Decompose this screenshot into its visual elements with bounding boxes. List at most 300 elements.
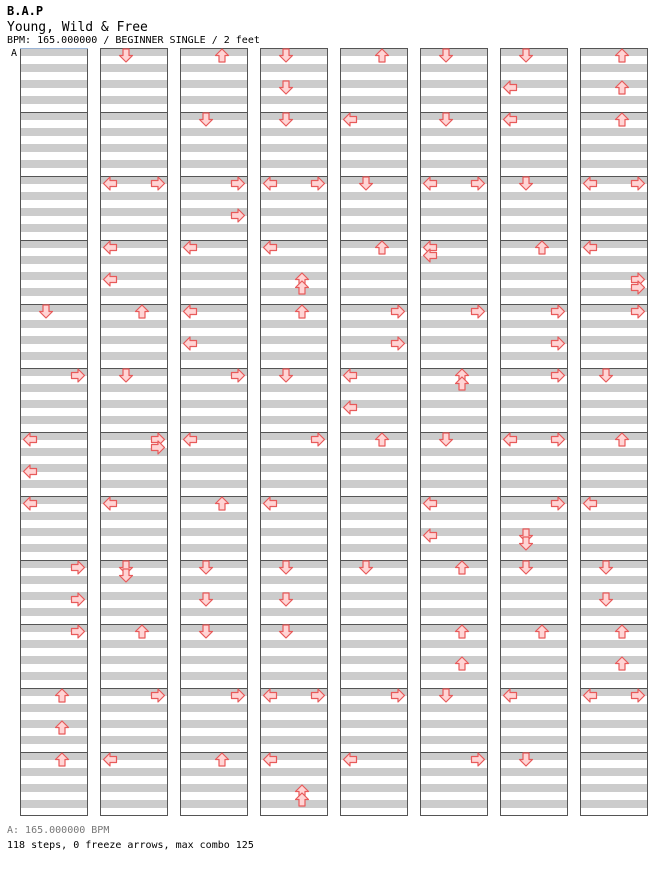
- beat-band: [260, 608, 328, 616]
- beat-band: [420, 352, 488, 360]
- beat-band: [500, 176, 568, 184]
- beat-band: [500, 576, 568, 584]
- beat-band: [180, 608, 248, 616]
- beat-band: [420, 704, 488, 712]
- beat-band: [580, 720, 648, 728]
- beat-band: [260, 48, 328, 56]
- beat-band: [340, 656, 408, 664]
- beat-band: [180, 192, 248, 200]
- beat-band: [20, 736, 88, 744]
- beat-band: [420, 656, 488, 664]
- beat-band: [420, 272, 488, 280]
- beat-band: [260, 672, 328, 680]
- beat-band: [180, 624, 248, 632]
- beat-band: [420, 480, 488, 488]
- beat-band: [180, 112, 248, 120]
- beat-band: [180, 768, 248, 776]
- beat-band: [420, 368, 488, 376]
- beat-band: [180, 272, 248, 280]
- beat-band: [340, 96, 408, 104]
- beat-band: [340, 192, 408, 200]
- beat-band: [20, 400, 88, 408]
- beat-band: [580, 656, 648, 664]
- beat-band: [580, 736, 648, 744]
- beat-band: [100, 368, 168, 376]
- beat-band: [20, 112, 88, 120]
- beat-band: [260, 208, 328, 216]
- beat-band: [180, 512, 248, 520]
- beat-band: [340, 560, 408, 568]
- beat-band: [180, 480, 248, 488]
- beat-band: [180, 464, 248, 472]
- beat-band: [20, 720, 88, 728]
- beat-band: [180, 656, 248, 664]
- beat-band: [100, 96, 168, 104]
- beat-band: [580, 112, 648, 120]
- beat-band: [580, 384, 648, 392]
- beat-band: [100, 640, 168, 648]
- beat-band: [500, 400, 568, 408]
- beat-band: [180, 80, 248, 88]
- beat-band: [420, 544, 488, 552]
- beat-band: [100, 416, 168, 424]
- beat-band: [580, 576, 648, 584]
- beat-band: [420, 336, 488, 344]
- beat-band: [580, 256, 648, 264]
- beat-band: [100, 112, 168, 120]
- beat-band: [420, 320, 488, 328]
- beat-band: [180, 752, 248, 760]
- beat-band: [260, 96, 328, 104]
- beat-band: [420, 640, 488, 648]
- beat-band: [500, 736, 568, 744]
- beat-band: [20, 304, 88, 312]
- beat-band: [20, 144, 88, 152]
- beat-band: [100, 512, 168, 520]
- beat-band: [260, 656, 328, 664]
- bpm-summary: A: 165.000000 BPM: [7, 825, 110, 836]
- beat-band: [340, 144, 408, 152]
- beat-band: [500, 208, 568, 216]
- beat-band: [500, 512, 568, 520]
- beat-band: [580, 48, 648, 56]
- beat-band: [180, 528, 248, 536]
- beat-band: [260, 256, 328, 264]
- beat-band: [100, 720, 168, 728]
- beat-band: [20, 656, 88, 664]
- beat-band: [500, 288, 568, 296]
- beat-band: [100, 384, 168, 392]
- beat-band: [580, 400, 648, 408]
- beat-band: [260, 416, 328, 424]
- beat-band: [180, 544, 248, 552]
- beat-band: [420, 224, 488, 232]
- beat-band: [420, 464, 488, 472]
- beat-band: [580, 192, 648, 200]
- beat-band: [20, 416, 88, 424]
- beat-band: [180, 96, 248, 104]
- beat-band: [260, 288, 328, 296]
- beat-band: [100, 352, 168, 360]
- beat-band: [100, 800, 168, 808]
- beat-band: [580, 784, 648, 792]
- beat-band: [420, 416, 488, 424]
- beat-band: [260, 704, 328, 712]
- beat-band: [260, 640, 328, 648]
- beat-band: [340, 224, 408, 232]
- beat-band: [340, 432, 408, 440]
- beat-band: [580, 128, 648, 136]
- beat-band: [260, 272, 328, 280]
- beat-band: [100, 80, 168, 88]
- beat-band: [100, 288, 168, 296]
- beat-band: [500, 640, 568, 648]
- beat-band: [420, 112, 488, 120]
- beat-band: [580, 320, 648, 328]
- beat-band: [180, 736, 248, 744]
- beat-band: [260, 128, 328, 136]
- beat-band: [100, 256, 168, 264]
- beat-band: [500, 192, 568, 200]
- beat-band: [500, 784, 568, 792]
- bpm-change-marker: A: [11, 48, 18, 59]
- beat-band: [340, 416, 408, 424]
- beat-band: [260, 624, 328, 632]
- beat-band: [100, 672, 168, 680]
- beat-band: [500, 144, 568, 152]
- beat-band: [420, 576, 488, 584]
- beat-band: [500, 544, 568, 552]
- beat-band: [500, 128, 568, 136]
- beat-band: [260, 160, 328, 168]
- beat-band: [340, 384, 408, 392]
- beat-band: [260, 192, 328, 200]
- beat-band: [580, 144, 648, 152]
- beat-band: [180, 288, 248, 296]
- beat-band: [580, 640, 648, 648]
- beat-band: [20, 128, 88, 136]
- beat-band: [420, 688, 488, 696]
- beat-band: [260, 352, 328, 360]
- beat-band: [500, 768, 568, 776]
- beat-band: [580, 544, 648, 552]
- beat-band: [100, 400, 168, 408]
- beat-band: [100, 704, 168, 712]
- beat-band: [580, 800, 648, 808]
- beat-band: [580, 704, 648, 712]
- beat-band: [580, 608, 648, 616]
- beat-band: [340, 800, 408, 808]
- beat-band: [340, 320, 408, 328]
- beat-band: [260, 800, 328, 808]
- beat-band: [340, 464, 408, 472]
- beat-band: [340, 768, 408, 776]
- beat-band: [180, 704, 248, 712]
- beat-band: [500, 560, 568, 568]
- beat-band: [580, 448, 648, 456]
- beat-band: [420, 592, 488, 600]
- beat-band: [340, 480, 408, 488]
- beat-band: [20, 240, 88, 248]
- beat-band: [20, 576, 88, 584]
- beat-band: [260, 512, 328, 520]
- beat-band: [340, 256, 408, 264]
- beat-band: [500, 592, 568, 600]
- beat-band: [260, 768, 328, 776]
- beat-band: [340, 496, 408, 504]
- bpm-change-line: [20, 48, 88, 49]
- beat-band: [500, 704, 568, 712]
- beat-band: [20, 784, 88, 792]
- beat-band: [420, 800, 488, 808]
- beat-band: [20, 336, 88, 344]
- beat-band: [20, 752, 88, 760]
- beat-band: [500, 720, 568, 728]
- beat-band: [500, 160, 568, 168]
- beat-band: [340, 528, 408, 536]
- beat-band: [20, 272, 88, 280]
- beat-band: [180, 496, 248, 504]
- beat-band: [500, 480, 568, 488]
- beat-band: [340, 176, 408, 184]
- beat-band: [260, 480, 328, 488]
- beat-band: [500, 448, 568, 456]
- beat-band: [340, 704, 408, 712]
- beat-band: [100, 528, 168, 536]
- beat-band: [20, 704, 88, 712]
- beat-band: [340, 592, 408, 600]
- beat-band: [20, 64, 88, 72]
- beat-band: [580, 480, 648, 488]
- beat-band: [260, 736, 328, 744]
- beat-band: [100, 160, 168, 168]
- beat-band: [20, 800, 88, 808]
- beat-band: [180, 144, 248, 152]
- beat-band: [340, 784, 408, 792]
- beat-band: [420, 512, 488, 520]
- beat-band: [580, 528, 648, 536]
- beat-band: [100, 48, 168, 56]
- beat-band: [580, 224, 648, 232]
- beat-band: [100, 544, 168, 552]
- beat-band: [420, 672, 488, 680]
- beat-band: [180, 64, 248, 72]
- beat-band: [580, 432, 648, 440]
- beat-band: [20, 288, 88, 296]
- beat-band: [180, 800, 248, 808]
- beat-band: [20, 224, 88, 232]
- beat-band: [500, 624, 568, 632]
- beat-band: [500, 464, 568, 472]
- beat-band: [580, 96, 648, 104]
- beat-band: [20, 160, 88, 168]
- beat-band: [580, 416, 648, 424]
- beat-band: [20, 608, 88, 616]
- beat-band: [100, 464, 168, 472]
- beat-band: [580, 208, 648, 216]
- beat-band: [20, 80, 88, 88]
- beat-band: [100, 576, 168, 584]
- beat-band: [20, 48, 88, 56]
- beat-band: [260, 592, 328, 600]
- beat-band: [20, 176, 88, 184]
- beat-band: [500, 256, 568, 264]
- beat-band: [260, 448, 328, 456]
- beat-band: [20, 208, 88, 216]
- beat-band: [500, 752, 568, 760]
- beat-band: [20, 528, 88, 536]
- beat-band: [20, 192, 88, 200]
- beat-band: [260, 304, 328, 312]
- beat-band: [420, 432, 488, 440]
- beat-band: [500, 608, 568, 616]
- song-artist: B.A.P: [7, 4, 44, 18]
- beat-band: [340, 720, 408, 728]
- chart-column: [420, 48, 488, 816]
- beat-band: [340, 80, 408, 88]
- beat-band: [100, 192, 168, 200]
- beat-band: [420, 192, 488, 200]
- beat-band: [260, 112, 328, 120]
- beat-band: [20, 448, 88, 456]
- beat-band: [20, 96, 88, 104]
- beat-band: [580, 768, 648, 776]
- beat-band: [420, 608, 488, 616]
- beat-band: [260, 544, 328, 552]
- beat-band: [500, 48, 568, 56]
- beat-band: [100, 64, 168, 72]
- beat-band: [20, 688, 88, 696]
- beat-band: [420, 160, 488, 168]
- beat-band: [580, 672, 648, 680]
- beat-band: [100, 592, 168, 600]
- beat-band: [420, 720, 488, 728]
- beat-band: [500, 224, 568, 232]
- beat-band: [260, 400, 328, 408]
- beat-band: [20, 320, 88, 328]
- beat-band: [500, 416, 568, 424]
- beat-band: [500, 320, 568, 328]
- beat-band: [20, 768, 88, 776]
- beat-band: [420, 768, 488, 776]
- beat-band: [100, 480, 168, 488]
- beat-band: [420, 64, 488, 72]
- beat-band: [180, 128, 248, 136]
- beat-band: [100, 656, 168, 664]
- beat-band: [420, 624, 488, 632]
- beat-band: [580, 752, 648, 760]
- beat-band: [340, 208, 408, 216]
- beat-band: [260, 464, 328, 472]
- beat-band: [580, 464, 648, 472]
- beat-band: [420, 144, 488, 152]
- beat-band: [260, 560, 328, 568]
- beat-band: [100, 768, 168, 776]
- beat-band: [100, 224, 168, 232]
- beat-band: [580, 336, 648, 344]
- beat-band: [420, 560, 488, 568]
- beat-band: [500, 240, 568, 248]
- chart-column: [20, 48, 88, 816]
- beat-band: [20, 352, 88, 360]
- beat-band: [340, 288, 408, 296]
- beat-band: [340, 544, 408, 552]
- beat-band: [420, 128, 488, 136]
- beat-band: [180, 592, 248, 600]
- beat-band: [180, 400, 248, 408]
- beat-band: [20, 480, 88, 488]
- beat-band: [580, 80, 648, 88]
- beat-band: [180, 720, 248, 728]
- beat-band: [340, 272, 408, 280]
- beat-band: [420, 784, 488, 792]
- beat-band: [340, 160, 408, 168]
- beat-band: [100, 336, 168, 344]
- beat-band: [500, 656, 568, 664]
- beat-band: [100, 304, 168, 312]
- beat-band: [180, 448, 248, 456]
- beat-band: [180, 384, 248, 392]
- beat-band: [20, 640, 88, 648]
- beat-band: [340, 672, 408, 680]
- beat-band: [500, 672, 568, 680]
- beat-band: [340, 352, 408, 360]
- beat-band: [260, 384, 328, 392]
- beat-band: [340, 48, 408, 56]
- beat-band: [180, 224, 248, 232]
- beat-band: [100, 608, 168, 616]
- beat-band: [180, 256, 248, 264]
- beat-band: [340, 240, 408, 248]
- beat-band: [500, 528, 568, 536]
- beat-band: [340, 608, 408, 616]
- beat-band: [180, 160, 248, 168]
- beat-band: [340, 624, 408, 632]
- beat-band: [420, 80, 488, 88]
- beat-band: [100, 624, 168, 632]
- beat-band: [500, 800, 568, 808]
- beat-band: [500, 272, 568, 280]
- beat-band: [260, 320, 328, 328]
- beat-band: [20, 256, 88, 264]
- beat-band: [180, 560, 248, 568]
- beat-band: [420, 208, 488, 216]
- beat-band: [500, 64, 568, 72]
- beat-band: [260, 528, 328, 536]
- chart-meta: BPM: 165.000000 / BEGINNER SINGLE / 2 feet: [7, 35, 260, 46]
- beat-band: [420, 96, 488, 104]
- beat-band: [260, 368, 328, 376]
- beat-band: [340, 576, 408, 584]
- beat-band: [100, 560, 168, 568]
- beat-band: [260, 64, 328, 72]
- beat-band: [580, 352, 648, 360]
- step-stats: 118 steps, 0 freeze arrows, max combo 125: [7, 840, 254, 851]
- beat-band: [180, 672, 248, 680]
- beat-band: [340, 64, 408, 72]
- beat-band: [340, 448, 408, 456]
- beat-band: [500, 352, 568, 360]
- beat-band: [260, 80, 328, 88]
- beat-band: [20, 512, 88, 520]
- beat-band: [180, 576, 248, 584]
- beat-band: [340, 736, 408, 744]
- beat-band: [180, 48, 248, 56]
- beat-band: [580, 560, 648, 568]
- beat-band: [260, 784, 328, 792]
- beat-band: [20, 672, 88, 680]
- beat-band: [100, 784, 168, 792]
